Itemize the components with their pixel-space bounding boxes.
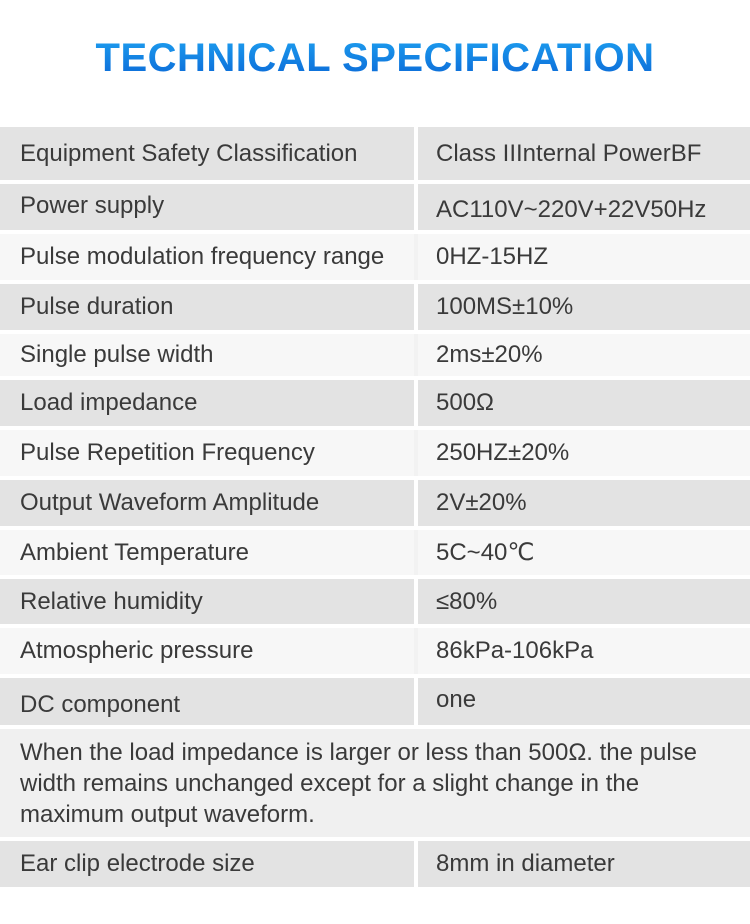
spec-label: Ear clip electrode size <box>0 841 414 887</box>
spec-value: ≤80% <box>418 579 750 624</box>
spec-value: 8mm in diameter <box>418 841 750 887</box>
spec-label: Pulse Repetition Frequency <box>0 430 414 476</box>
spec-label: Atmospheric pressure <box>0 628 414 674</box>
spec-value: AC110V~220V+22V50Hz <box>418 184 750 230</box>
spec-label: Ambient Temperature <box>0 530 414 575</box>
table-row <box>0 334 750 376</box>
spec-label: Relative humidity <box>0 579 414 624</box>
spec-value: 2ms±20% <box>418 334 750 376</box>
spec-label: Equipment Safety Classification <box>0 127 414 180</box>
spec-label: DC component <box>0 678 414 725</box>
spec-value: 0HZ-15HZ <box>418 234 750 280</box>
table-row <box>0 127 750 180</box>
table-row <box>0 530 750 575</box>
spec-value: Class IIInternal PowerBF <box>418 127 750 180</box>
table-row <box>0 480 750 526</box>
spec-value: 86kPa-106kPa <box>418 628 750 674</box>
spec-label: Pulse duration <box>0 284 414 330</box>
page-title: TECHNICAL SPECIFICATION <box>0 36 750 81</box>
table-row <box>0 284 750 330</box>
spec-value: 500Ω <box>418 380 750 426</box>
spec-value: 5C~40℃ <box>418 530 750 575</box>
spec-label: Power supply <box>0 184 414 230</box>
table-row <box>0 380 750 426</box>
table-row <box>0 628 750 674</box>
table-row <box>0 430 750 476</box>
spec-value: one <box>418 678 750 725</box>
spec-value: 100MS±10% <box>418 284 750 330</box>
table-row <box>0 234 750 280</box>
table-row <box>0 678 750 725</box>
impedance-note: When the load impedance is larger or less than 500Ω. the pulse width remains unchanged except for a slight change in the maximum output waveform. <box>0 729 750 837</box>
table-row <box>0 184 750 230</box>
spec-value: 2V±20% <box>418 480 750 526</box>
spec-table <box>0 127 750 891</box>
spec-label: Load impedance <box>0 380 414 426</box>
spec-label: Output Waveform Amplitude <box>0 480 414 526</box>
spec-label: Pulse modulation frequency range <box>0 234 414 280</box>
table-row <box>0 841 750 887</box>
spec-label: Single pulse width <box>0 334 414 376</box>
spec-value: 250HZ±20% <box>418 430 750 476</box>
table-row <box>0 579 750 624</box>
table-row-note <box>0 729 750 837</box>
